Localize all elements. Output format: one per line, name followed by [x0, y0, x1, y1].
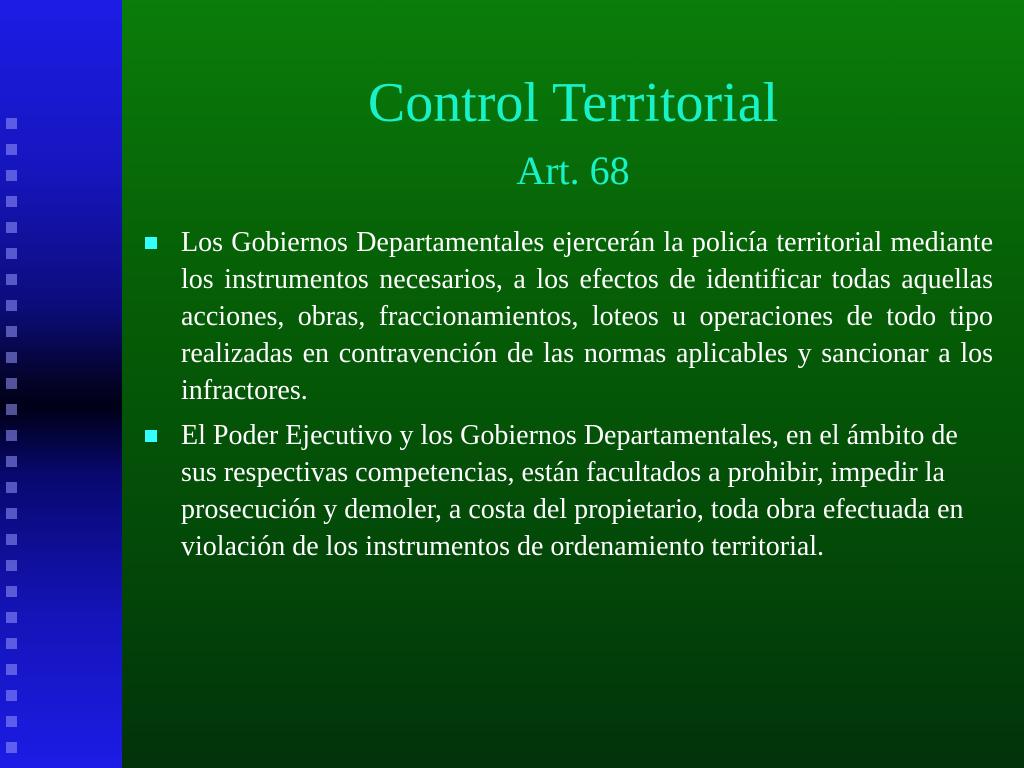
bullet-text: Los Gobiernos Departamentales ejercerán la policía territorial mediante los instrumentos necesarios, a los efectos de identificar todas aquellas acciones, obras, fraccionamientos, loteos u operaciones de todo tipo realizadas en contravención de las normas aplicables y sancionar a los infractores. [181, 227, 993, 406]
decorative-square [6, 612, 17, 623]
decorative-square [6, 742, 17, 753]
decorative-square [6, 664, 17, 675]
bullet-item [145, 417, 993, 565]
decorative-square [6, 586, 17, 597]
decorative-squares [6, 118, 28, 768]
decorative-square [6, 404, 17, 415]
slide-subtitle: Art. 68 [516, 148, 630, 193]
decorative-square [6, 274, 17, 285]
decorative-square [6, 534, 17, 545]
bullet-text: El Poder Ejecutivo y los Gobiernos Departamentales, en el ámbito de sus respectivas competencias, están facultados a prohibir, impedir la prosecución y demoler, a costa del propietario, toda obra efectuada en violación de los instrumentos de ordenamiento territorial. [181, 420, 964, 562]
decorative-square [6, 638, 17, 649]
bullet-list [145, 224, 993, 573]
decorative-square [6, 118, 17, 129]
decorative-square [6, 378, 17, 389]
square-bullet-icon [145, 237, 157, 249]
decorative-square [6, 690, 17, 701]
decorative-square [6, 716, 17, 727]
decorative-square [6, 222, 17, 233]
decorative-square [6, 144, 17, 155]
decorative-square [6, 456, 17, 467]
decorative-square [6, 170, 17, 181]
bullet-item [145, 224, 993, 409]
decorative-square [6, 430, 17, 441]
decorative-square [6, 300, 17, 311]
decorative-square [6, 352, 17, 363]
decorative-square [6, 482, 17, 493]
decorative-square [6, 248, 17, 259]
decorative-square [6, 326, 17, 337]
decorative-square [6, 508, 17, 519]
decorative-square [6, 196, 17, 207]
side-decorative-band [0, 0, 122, 768]
slide-title: Control Territorial [367, 72, 779, 134]
decorative-square [6, 560, 17, 571]
square-bullet-icon [145, 430, 157, 442]
